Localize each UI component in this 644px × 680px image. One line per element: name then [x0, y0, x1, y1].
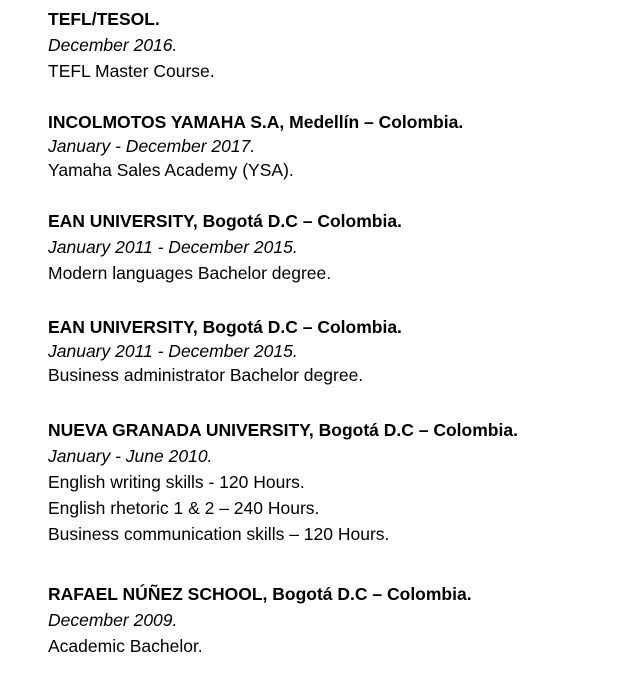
entry-title: RAFAEL NÚÑEZ SCHOOL, Bogotá D.C – Colombia. — [48, 584, 472, 604]
entry-date: January - December 2017. — [48, 136, 256, 156]
education-entry — [48, 417, 638, 547]
education-entry — [48, 581, 638, 659]
entry-date: January 2011 - December 2015. — [48, 237, 298, 257]
education-entry — [48, 208, 638, 286]
education-entry — [48, 315, 638, 387]
entry-detail: Business communication skills – 120 Hours. — [48, 524, 390, 544]
entry-detail: TEFL Master Course. — [48, 61, 215, 81]
education-entry — [48, 6, 638, 84]
entry-title: EAN UNIVERSITY, Bogotá D.C – Colombia. — [48, 211, 402, 231]
education-entry — [48, 110, 638, 182]
entry-title: TEFL/TESOL. — [48, 9, 160, 29]
entry-title: NUEVA GRANADA UNIVERSITY, Bogotá D.C – Colombia. — [48, 420, 518, 440]
entry-date: December 2016. — [48, 35, 178, 55]
entry-detail: Yamaha Sales Academy (YSA). — [48, 160, 294, 180]
entry-detail: Modern languages Bachelor degree. — [48, 263, 332, 283]
entry-detail: English rhetoric 1 & 2 – 240 Hours. — [48, 498, 320, 518]
entry-detail: Academic Bachelor. — [48, 636, 203, 656]
entry-date: January - June 2010. — [48, 446, 213, 466]
entry-detail: English writing skills - 120 Hours. — [48, 472, 305, 492]
entry-title: INCOLMOTOS YAMAHA S.A, Medellín – Colombia. — [48, 112, 464, 132]
entry-date: December 2009. — [48, 610, 178, 630]
entry-title: EAN UNIVERSITY, Bogotá D.C – Colombia. — [48, 317, 402, 337]
entry-detail: Business administrator Bachelor degree. — [48, 365, 364, 385]
entry-date: January 2011 - December 2015. — [48, 341, 298, 361]
